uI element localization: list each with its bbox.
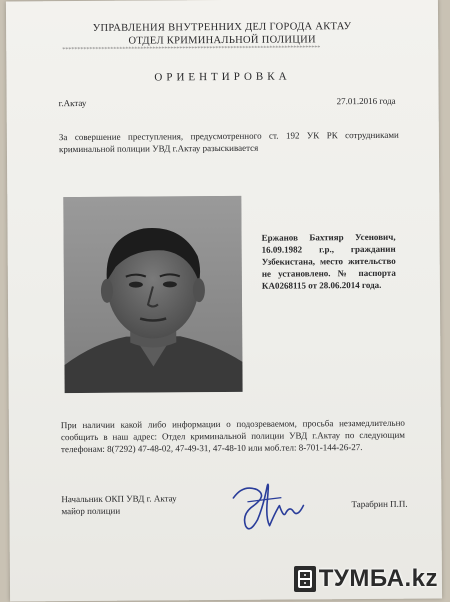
document-city: г.Актау — [58, 97, 87, 109]
document-page — [6, 0, 442, 602]
signatory-rank: майор полиции — [61, 505, 121, 517]
site-watermark — [294, 564, 438, 594]
document-date: 27.01.2016 года — [336, 95, 396, 107]
suspect-description: Ержанов Бахтияр Усенович, 16.09.1982 г.р., гражданин Узбекистана, место жительство не установлено. № паспорта КА0268115 от 28.06.2014 года. — [261, 231, 396, 291]
signatory-position: Начальник ОКП УВД г. Актау — [61, 493, 177, 505]
header-line-2: ОТДЕЛ КРИМИНАЛЬНОЙ ПОЛИЦИИ — [128, 34, 316, 47]
document-title: ОРИЕНТИРОВКА — [154, 70, 291, 84]
contact-request-paragraph: При наличии какой либо информации о подозреваемом, просьба незамедлительно сообщить в наш адрес: Отдел криминальной полиции УВД г.Актау по следующим телефонам: 8(7292) 47-48-02, 47-49-31, 47-48-10 или моб.тел: 8-701-144-26-27. — [60, 417, 405, 455]
tumba-logo-icon — [294, 566, 316, 592]
header-line-1: УПРАВЛЕНИЯ ВНУТРЕННИХ ДЕЛ ГОРОДА АКТАУ — [92, 21, 352, 34]
watermark-text: ТУМБА.kz — [318, 565, 438, 592]
intro-paragraph: За совершение преступления, предусмотренного ст. 192 УК РК сотрудниками криминальной полиции УВД г.Актау разыскивается — [58, 129, 399, 155]
handwritten-signature — [223, 475, 313, 536]
suspect-photo — [63, 196, 242, 393]
signatory-name: Тарабрин П.П. — [351, 498, 408, 510]
header-divider: ************************************************************************************** — [62, 45, 321, 54]
